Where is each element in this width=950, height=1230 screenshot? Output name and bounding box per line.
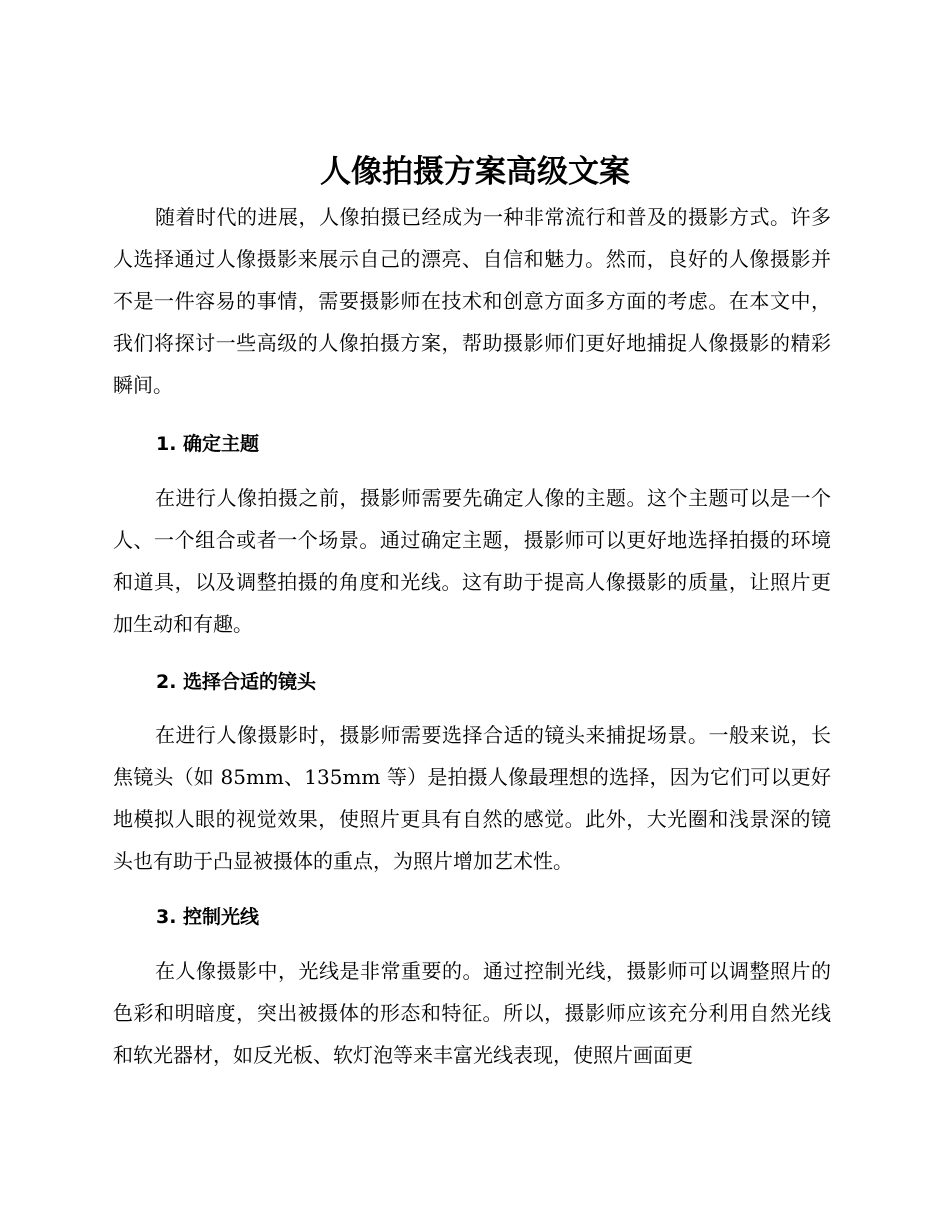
document-title: 人像拍摄方案高级文案 [320,154,630,190]
section-heading-1: 1. 确定主题 [156,433,260,455]
section-heading-3: 3. 控制光线 [156,906,260,928]
section-body-3: 在人像摄影中，光线是非常重要的。通过控制光线，摄影师可以调整照片的色彩和明暗度，突出被摄体的形态和特征。所以，摄影师应该充分利用自然光线和软光器材，如反光板、软灯泡等来丰富光线表现，使照片画面更 [113,959,831,1067]
section-heading-2: 2. 选择合适的镜头 [156,671,317,693]
intro-paragraph: 随着时代的进展，人像拍摄已经成为一种非常流行和普及的摄影方式。许多人选择通过人像摄影来展示自己的漂亮、自信和魅力。然而，良好的人像摄影并不是一件容易的事情，需要摄影师在技术和创意方面多方面的考虑。在本文中，我们将探讨一些高级的人像拍摄方案，帮助摄影师们更好地捕捉人像摄影的精彩瞬间。 [113,205,831,397]
section-body-2: 在进行人像摄影时，摄影师需要选择合适的镜头来捕捉场景。一般来说，长焦镜头（如 85mm、135mm 等）是拍摄人像最理想的选择，因为它们可以更好地模拟人眼的视觉效果，使照片更具有自然的感觉。此外，大光圈和浅景深的镜头也有助于凸显被摄体的重点，为照片增加艺术性。 [113,723,831,873]
section-body-1: 在进行人像拍摄之前，摄影师需要先确定人像的主题。这个主题可以是一个人、一个组合或者一个场景。通过确定主题，摄影师可以更好地选择拍摄的环境和道具，以及调整拍摄的角度和光线。这有助于提高人像摄影的质量，让照片更加生动和有趣。 [113,486,831,636]
